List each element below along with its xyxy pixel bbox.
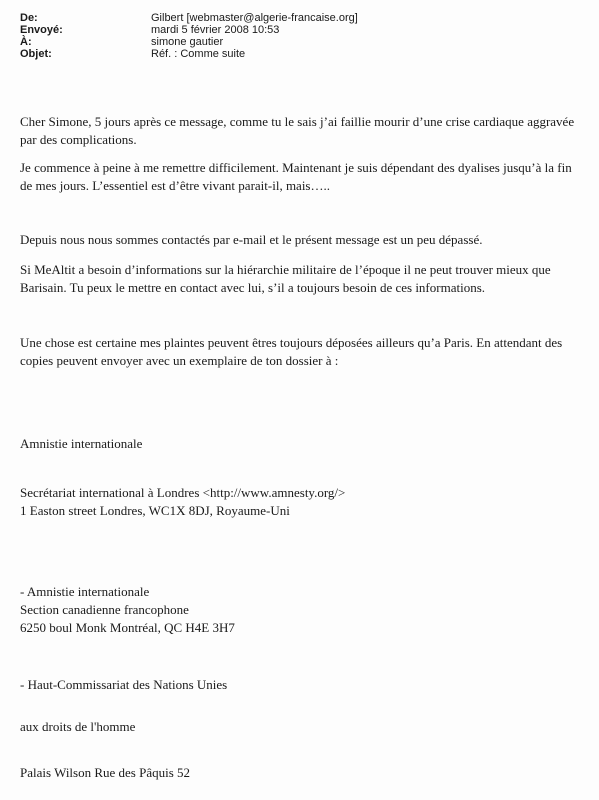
paragraph-line: aux droits de l'homme	[20, 719, 136, 734]
un-commission-line	[20, 676, 585, 694]
paragraph-line: - Haut-Commissariat des Nations Unies	[20, 677, 228, 692]
paragraph-altit	[20, 261, 585, 297]
paragraph-line: Si MeAltit a besoin d’informations sur la hiérarchie militaire de l’époque il ne peut trouver mieux que	[20, 262, 551, 277]
paragraph-line: Cher Simone, 5 jours après ce message, comme tu le sais j’ai faillie mourir d’une crise cardiaque aggravée	[20, 114, 575, 129]
amnesty-title	[20, 435, 585, 453]
from-value: Gilbert [webmaster@algerie-francaise.org]	[151, 12, 358, 24]
paragraph-line: Barisain. Tu peux le mettre en contact avec lui, s’il a toujours besoin de ces informations.	[20, 280, 486, 295]
human-rights-line	[20, 718, 585, 736]
subject-value: Réf. : Comme suite	[151, 48, 246, 60]
paragraph-line: Section canadienne francophone	[20, 602, 189, 617]
paragraph-line: Secrétariat international à Londres <http://www.amnesty.org/>	[20, 485, 346, 500]
amnesty-canada-address	[20, 583, 585, 637]
sent-value: mardi 5 février 2008 10:53	[151, 24, 280, 36]
paragraph-line: - Amnistie internationale	[20, 584, 150, 599]
to-value: simone gautier	[151, 36, 224, 48]
subject-label: Objet:	[20, 48, 52, 60]
paragraph-line: Je commence à peine à me remettre difficilement. Maintenant je suis dépendant des dyalises jusqu’à la fin	[20, 160, 572, 175]
paragraph-line: copies peuvent envoyer avec un exemplaire de ton dossier à :	[20, 353, 339, 368]
paragraph-contact	[20, 231, 585, 249]
paragraph-greeting	[20, 113, 585, 149]
from-label: De:	[20, 12, 38, 24]
paragraph-health	[20, 159, 585, 195]
paragraph-line: Depuis nous nous sommes contactés par e-mail et le présent message est un peu dépassé.	[20, 232, 483, 247]
paragraph-line: Palais Wilson Rue des Pâquis 52	[20, 765, 191, 780]
paragraph-line: 1 Easton street Londres, WC1X 8DJ, Royaume-Uni	[20, 503, 290, 518]
paragraph-line: de mes jours. L’essentiel est d’être vivant parait-il, mais…..	[20, 178, 330, 193]
sent-label: Envoyé:	[20, 24, 63, 36]
paragraph-line: 6250 boul Monk Montréal, QC H4E 3H7	[20, 620, 235, 635]
paragraph-line: Une chose est certaine mes plaintes peuvent êtres toujours déposées ailleurs qu’a Paris. En attendant des	[20, 335, 563, 350]
to-label: À:	[20, 36, 32, 48]
amnesty-london-address	[20, 484, 585, 520]
palais-wilson-line	[20, 764, 585, 782]
paragraph-line: par des complications.	[20, 132, 137, 147]
paragraph-complaints	[20, 334, 585, 370]
paragraph-line: Amnistie internationale	[20, 436, 143, 451]
